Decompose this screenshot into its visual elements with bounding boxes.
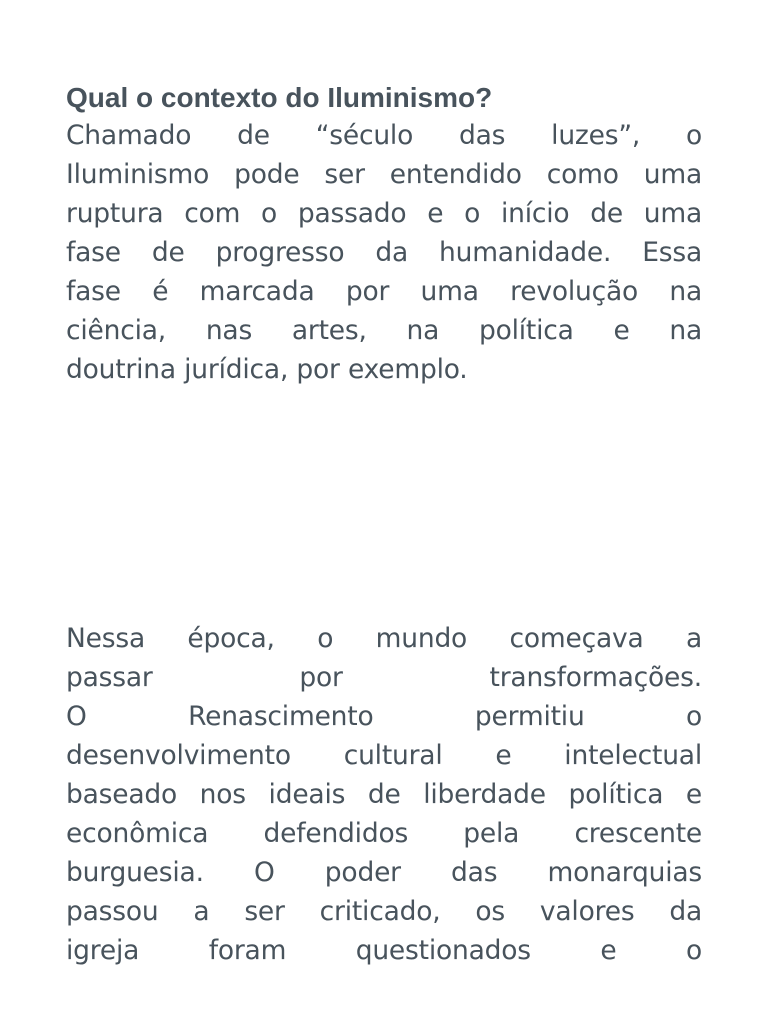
paragraph-line: baseado nos ideais de liberdade política e	[66, 779, 702, 810]
paragraph-line: passou a ser criticado, os valores da	[66, 896, 702, 927]
paragraph-line: desenvolvimento cultural e intelectual	[66, 740, 702, 771]
paragraph-line: igreja foram questionados e o	[66, 935, 702, 966]
paragraph-line: fase é marcada por uma revolução na	[66, 276, 702, 307]
paragraph-epoch	[66, 619, 702, 970]
paragraph-line: Iluminismo pode ser entendido como uma	[66, 159, 702, 190]
section-epoch-transformations	[66, 619, 702, 970]
paragraph-line: econômica defendidos pela crescente	[66, 818, 702, 849]
paragraph-line: ruptura com o passado e o início de uma	[66, 198, 702, 229]
paragraph-line: passar por transformações.	[66, 662, 702, 693]
paragraph-line: burguesia. O poder das monarquias	[66, 857, 702, 888]
paragraph-enlightenment-intro	[66, 116, 702, 389]
paragraph-line: Chamado de “século das luzes”, o	[66, 120, 702, 151]
paragraph-line: ciência, nas artes, na política e na	[66, 315, 702, 346]
paragraph-line: O Renascimento permitiu o	[66, 701, 702, 732]
section-iluminismo-context	[66, 80, 702, 389]
paragraph-line: doutrina jurídica, por exemplo.	[66, 354, 468, 385]
paragraph-line: fase de progresso da humanidade. Essa	[66, 237, 702, 268]
section-heading: Qual o contexto do Iluminismo?	[66, 82, 493, 113]
paragraph-line: Nessa época, o mundo começava a	[66, 623, 702, 654]
